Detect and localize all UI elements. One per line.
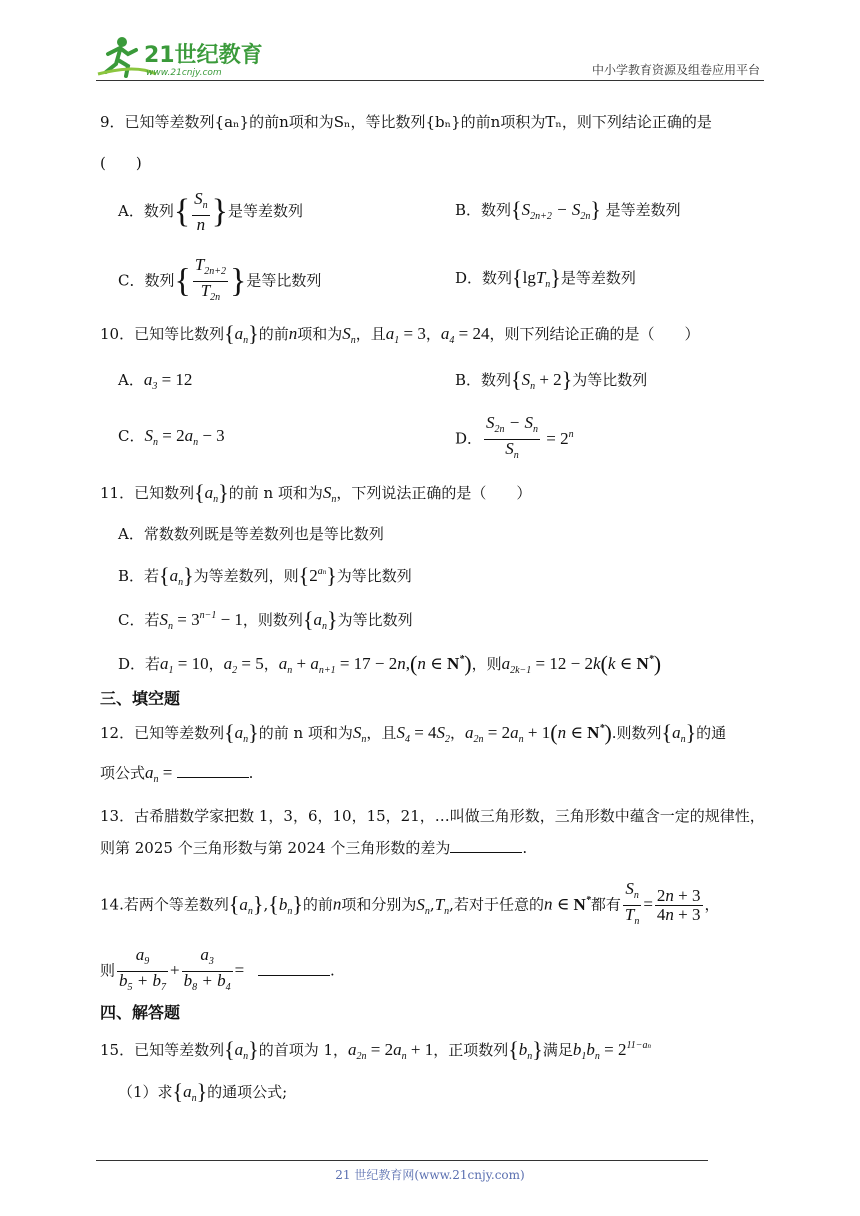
q9-stem — [100, 112, 712, 132]
q9-option-d: D．数列{lgT$_n$}是等差数列 — [455, 265, 636, 290]
q9-option-c: C．数列{ $\frac{T_{2n+2}}{T_{2n}}$ }是等比数列 — [118, 255, 322, 303]
q10-option-b: B．数列$\{S_n + 2\}$为等比数列 — [455, 367, 648, 392]
section-solve: 四、解答题 — [100, 1003, 181, 1022]
q10-stem: 10．已知等比数列$\{a_n\}$的前n项和为$S_n$，且$a_1 = 3$，$a_4 = 24$，则下列结论正确的是（ ） — [100, 321, 700, 346]
q11-stem: 11．已知数列$\{a_n\}$的前 n 项和为$S_n$，下列说法正确的是（ ） — [100, 480, 532, 505]
footer-divider — [96, 1160, 708, 1161]
q14-answer-blank[interactable] — [258, 963, 330, 976]
q14-stem: 14.若两个等差数列$\{a_n\},\{b_n\}$的前n项和分别为$S_n,T_n$,若对于任意的n ∈ N*都有 $\frac{S_n}{T_n}$ = $\frac{2n + 3}{4n + 3}$ ， — [100, 879, 720, 927]
q10-option-a: A．$a_3 = 12$ — [118, 370, 193, 392]
q13-line2: 则第 2025 个三角形数与第 2024 个三角形数的差为 . — [100, 839, 528, 857]
site-logo — [96, 34, 266, 78]
q12-line2: 项公式$a_n$ = . — [100, 763, 254, 785]
q9-option-b: B．数列$\{S_{2n+2} - S_{2n}\}$ 是等差数列 — [455, 197, 681, 222]
header-divider — [96, 80, 764, 81]
q14-line2: 则 $\frac{a_9}{b_5 + b_7}$ + $\frac{a_3}{b_8 + b_4}$ = . — [100, 945, 335, 993]
q11-option-a: A．常数数列既是等差数列也是等比数列 — [118, 525, 384, 543]
q15-stem: 15．已知等差数列$\{a_n\}$的首项为 1，$a_{2n} = 2a_n + 1$，正项数列$\{b_n\}$满足$b_1b_n = 2^{11-an}$ — [100, 1037, 651, 1062]
q10-option-c: C．$S_n = 2a_n - 3$ — [118, 426, 225, 448]
q12-answer-blank[interactable] — [177, 765, 249, 778]
q10-option-d: D． $\frac{S_{2n} - S_n}{S_n}$ = $2^n$ — [455, 413, 574, 461]
q9-stem-text: 9．已知等差数列{aₙ}的前n项和为Sₙ，等比数列{bₙ}的前n项积为Tₙ，则下列结论正确的是 — [100, 113, 712, 131]
q11-option-b: B．若$\{a_n\}$为等差数列，则$\{2^{an}\}$为等比数列 — [118, 563, 412, 588]
q15-part1: （1）求$\{a_n\}$的通项公式; — [118, 1079, 288, 1104]
section-fill-in: 三、填空题 — [100, 689, 181, 708]
logo-text: 21世纪教育 — [144, 43, 263, 68]
q9-option-a: A．数列{ $\frac{S_n}{n}$ }是等差数列 — [118, 189, 304, 234]
logo-url: www.21cnjy.com — [146, 68, 222, 78]
q11-option-c: C．若$S_n = 3^{n-1} - 1$，则数列$\{a_n\}$为等比数列 — [118, 607, 413, 632]
q11-option-d: D．若$a_1 = 10$，$a_2 = 5$，$a_n + a_{n+1} = 17 - 2n,(n$ ∈ N*)，则$a_{2k-1} = 12 - 2k(k$ ∈ N*) — [118, 651, 662, 676]
footer-link[interactable]: 21 世纪教育网(www.21cnjy.com) — [335, 1168, 525, 1182]
q13-answer-blank[interactable] — [450, 840, 522, 853]
q9-paren: ( ) — [100, 154, 142, 172]
q12-stem: 12．已知等差数列$\{a_n\}$的前 n 项和为$S_n$，且$S_4 = 4S_2$，$a_{2n} = 2a_n + 1(n$ ∈ N*).则数列$\{a_n\}$的通 — [100, 720, 727, 745]
q13-line1: 13．古希腊数学家把数 1，3，6，10，15，21，…叫做三角形数，三角形数中蕴含一定的规律性， — [100, 807, 765, 825]
header-right-text: 中小学教育资源及组卷应用平台 — [591, 63, 760, 77]
